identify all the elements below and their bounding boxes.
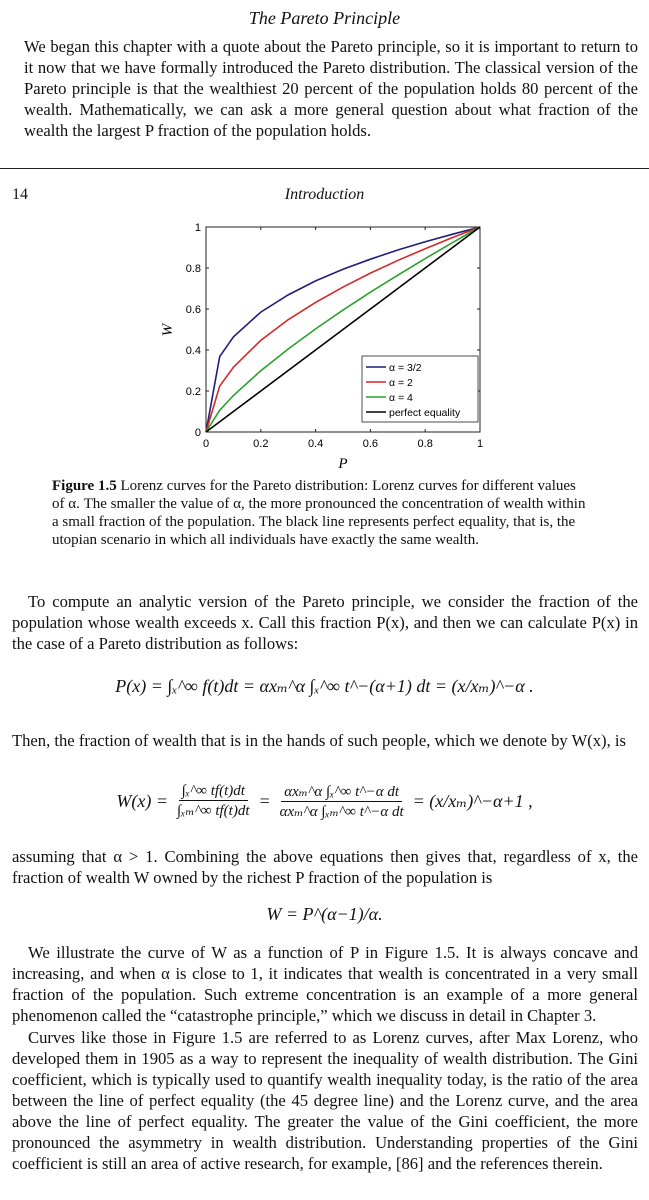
equation-1: P(x) = ∫ₓ^∞ f(t)dt = αxₘ^α ∫ₓ^∞ t^−(α+1) dt = (x/xₘ)^−α . — [115, 676, 534, 696]
y-tick-label: 0.8 — [185, 263, 201, 275]
eq2-fraction-1 — [174, 783, 253, 820]
eq2-fraction-2 — [277, 782, 407, 821]
lorenz-chart — [150, 215, 510, 470]
y-tick-label: 0 — [194, 427, 201, 439]
y-tick-label: 0.4 — [185, 345, 201, 357]
legend-entry-0: α = 3/2 — [389, 362, 422, 374]
eq2-num2: αxₘ^α ∫ₓ^∞ t^−α dt — [281, 782, 402, 802]
paragraph-1: To compute an analytic version of the Pareto principle, we consider the fraction of the population whose wealth exceeds x. Call this fraction P(x), and then we can calculate P(x) in the case of a Pareto distribution as follows: — [12, 592, 638, 653]
x-tick-label: 0.8 — [417, 438, 433, 450]
eq2-den2: αxₘ^α ∫ₓₘ^∞ t^−α dt — [279, 804, 404, 820]
y-tick-label: 1 — [194, 222, 201, 234]
figure-caption — [52, 477, 592, 549]
figure-label: Figure 1.5 — [52, 478, 117, 494]
x-tick-label: 0.4 — [307, 438, 324, 450]
legend-entry-3: perfect equality — [389, 407, 461, 419]
intro-paragraph: We began this chapter with a quote about the Pareto principle, so it is important to return to it now that we have formally introduced the Pareto distribution. The classical version of the Pareto principle is that the wealthiest 20 percent of the population holds 80 percent of the wealth. Mathematically, we can ask a more general question about what fraction of the wealth the largest P fraction of the population holds. — [24, 37, 638, 140]
x-tick-label: 0 — [202, 438, 210, 450]
x-tick-label: 0.2 — [253, 438, 269, 450]
y-tick-label: 0.6 — [185, 304, 201, 316]
x-tick-label: 0.6 — [362, 438, 379, 450]
paragraph-2: Then, the fraction of wealth that is in the hands of such people, which we denote by W(x), is — [12, 731, 626, 750]
equation-2 — [0, 782, 649, 821]
eq2-den1: ∫ₓₘ^∞ tf(t)dt — [177, 803, 250, 819]
eq2-num1: ∫ₓ^∞ tf(t)dt — [179, 783, 248, 801]
paragraph-5: Curves like those in Figure 1.5 are referred to as Lorenz curves, after Max Lorenz, who developed them in 1905 as a way to represent the inequality of wealth distribution. The Gini coefficient, which is typically used to quantify wealth inequality today, is the ratio of the area between the line of perfect equality (the 45 degree line) and the Lorenz curve, and the area above the line of perfect equality. The greater the value of the Gini coefficient, the more pronounced the asymmetry in wealth distribution. Understanding properties of the Gini coefficient is still an area of active research, for example, [86] and the references therein. — [12, 1028, 638, 1173]
eq2-rhs: = (x/xₘ)^−α+1 , — [412, 791, 533, 811]
legend-entry-1: α = 2 — [389, 377, 413, 389]
eq2-lhs: W(x) = — [116, 791, 168, 811]
eq2-equals: = — [258, 791, 271, 811]
x-tick-label: 1 — [476, 438, 484, 450]
section-title: The Pareto Principle — [248, 8, 401, 28]
running-head: Introduction — [284, 186, 365, 203]
page-number: 14 — [12, 186, 28, 203]
y-axis-label: W — [160, 323, 176, 337]
page-divider — [0, 168, 649, 169]
equation-3: W = P^(α−1)/α. — [266, 904, 383, 924]
figure-caption-text: Lorenz curves for the Pareto distribution: Lorenz curves for different values of α. The smaller the value of α, the more pronounced the concentration of wealth within a small fraction of the population. The black line represents perfect equality, that is, the utopian scenario in which all individuals have exactly the same wealth. — [52, 478, 586, 548]
x-axis-label: P — [338, 456, 348, 470]
paragraph-3: assuming that α > 1. Combining the above equations then gives that, regardless of x, the fraction of wealth W owned by the richest P fraction of the population is — [12, 847, 638, 887]
legend-entry-2: α = 4 — [389, 392, 413, 404]
paragraph-4: We illustrate the curve of W as a function of P in Figure 1.5. It is always concave and increasing, and when α is close to 1, it indicates that wealth is concentrated in a very small fraction of the population. Such extreme concentration is an example of a more general phenomenon called the “catastrophe principle,” which we discuss in detail in Chapter 3. — [12, 943, 638, 1025]
y-tick-label: 0.2 — [185, 386, 201, 398]
